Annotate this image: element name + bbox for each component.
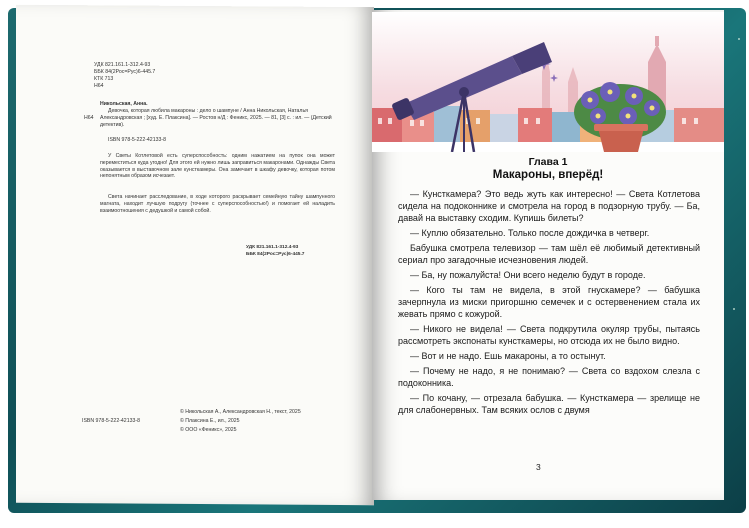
city-telescope-illustration	[372, 12, 724, 152]
page-number: 3	[536, 462, 541, 472]
chapter-body	[398, 188, 700, 419]
bibliographic-description: Девочка, которая любила макароны : дело о шампуне / Анна Никольская, Наталья Александровская ; [худ. Е. Плаксина]. — Ростов н/Д : Феникс, 2025. — 81, [3] с. : ил. — (Детский детектив).	[100, 108, 332, 128]
copyright-publisher: © ООО «Феникс», 2025	[180, 427, 237, 433]
copyright-illustrations: © Плаксина Е., ил., 2025	[180, 418, 240, 424]
paragraph: Бабушка смотрела телевизор — там шёл её любимый детективный сериал про загадочные исчезновения людей.	[398, 243, 700, 266]
copyright-text: © Никольская А., Александровская Н., текст, 2025	[180, 409, 301, 415]
ktk-code: КТК 713	[94, 76, 114, 82]
paragraph: — Кунсткамера? Это ведь жуть как интересно! — Света Котлетова сидела на подоконнике и смотрела на город в подзорную трубу. — Ба, давай на выставку сходим. Купишь билеты?	[398, 189, 700, 224]
paragraph: — Ба, ну пожалуйста! Они всего неделю будут в городе.	[410, 270, 646, 280]
paragraph: — По кочану, — отрезала бабушка. — Кунсткамера — зрелище не для слабонервных. Там всяких ослов с двумя	[398, 392, 700, 415]
bbk-bottom: ББК 84(2Рос=Рус)6-445.7	[246, 252, 305, 257]
chapter-title: Макароны, вперёд!	[492, 169, 604, 181]
author-code-top: Н64	[94, 83, 104, 89]
bbk-top: ББК 84(2Рос=Рус)6-445.7	[94, 69, 156, 75]
chapter-illustration	[372, 12, 724, 152]
udk-top: УДК 821.161.1-312.4-93	[94, 62, 151, 68]
author-code-side: Н64	[84, 115, 94, 121]
isbn-line: ISBN 978-5-222-42133-8	[108, 137, 166, 143]
author-name: Никольская, Анна.	[100, 101, 148, 107]
paragraph: — Кого ты там не видела, в этой гнускамере? — бабушка зачерпнула из миски пригоршню семечек и с остервенением стала их жевать прямо с кожурой.	[398, 284, 700, 320]
annotation-paragraph-2: Света начинает расследование, в ходе которого раскрывает семейную тайну шампунного магната, находит лучшую подругу (точнее с суперспособностью!) и помогает ей наладить взаимоотношения с дедушкой и самой собой.	[100, 194, 335, 214]
chapter-number: Глава 1	[528, 156, 568, 168]
paragraph: — Вот и не надо. Ешь макароны, а то остынут.	[410, 351, 606, 361]
paragraph: — Никого не видела! — Света подкрутила окуляр трубы, пытаясь рассмотреть экспонаты кунсткамеры, но отсюда их не было видно.	[398, 324, 700, 347]
annotation-paragraph-1: У Светы Котлетовой есть суперспособность: одним нажатием на пупок она может переместиться куда угодно! Для этого ей нужно лишь заправиться макаронами. Однажды Света оказывается в выставочном зале кунсткамеры. Она замечает в шкафу девочку, которая потом непонятным образом исчезает.	[100, 153, 335, 180]
paragraph: — Куплю обязательно. Только после дождичка в четверг.	[410, 228, 650, 239]
paragraph: — Почему не надо, я не понимаю? — Света со вздохом слезла с подоконника.	[398, 365, 700, 388]
isbn-bottom: ISBN 978-5-222-42133-8	[82, 418, 140, 424]
udk-bottom: УДК 821.161.1-312.4-93	[246, 245, 299, 250]
